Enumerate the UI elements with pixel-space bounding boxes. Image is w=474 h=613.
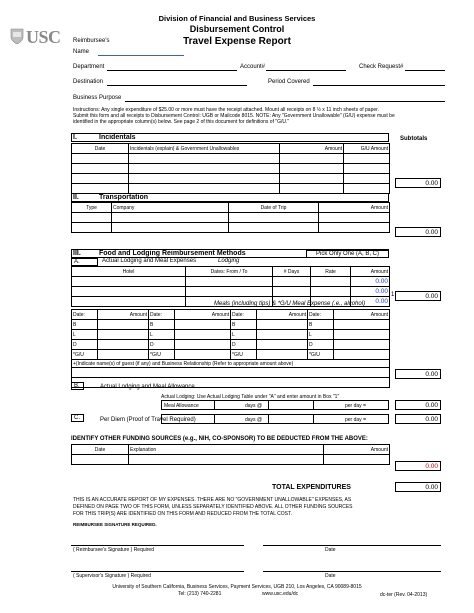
pick-one-box[interactable]: Pick Only One (A, B, C) (306, 250, 389, 258)
table-row[interactable] (72, 330, 390, 340)
table-row[interactable] (72, 340, 390, 350)
meal-l: L (308, 330, 334, 340)
total-value[interactable]: 0.00 (395, 482, 441, 492)
reimbursee-signature-line[interactable] (71, 545, 244, 546)
period-label: Period Covered (268, 79, 310, 85)
meals-amount-1: Amount (98, 310, 149, 320)
col-amount: Amount (351, 267, 390, 277)
meal-gu: *G/U (72, 350, 98, 360)
usc-logo-text: USC (26, 27, 61, 47)
per-diem-divider (313, 414, 314, 424)
instructions-line-3: identified in the appropriate column(s) below. See page 2 of this document for definitions of "G/U." (73, 119, 290, 125)
table-row[interactable] (72, 287, 390, 297)
days-at-c: days @ (245, 417, 263, 423)
meal-d: D (308, 340, 334, 350)
check-request-label: Check Request# (359, 64, 404, 70)
meal-allowance-label: Meal Allowance (164, 403, 199, 409)
table-row[interactable] (72, 154, 390, 164)
instructions-line-2: Submit this form and all receipts to Disbursement Control: UGB or Mailcode 8015. NOTE: Any "Government Unallowable" (G/U) expense must be (73, 113, 395, 119)
b-note: Actual Lodging: Use Actual Lodging Table under "A" and enter amount in Box "1" (161, 394, 340, 400)
section-ii-title: Transportation (99, 194, 149, 201)
per-day-b: per day = (345, 403, 366, 409)
lodging-amount-3[interactable]: 0.00 (351, 297, 390, 307)
meal-l: L (72, 330, 98, 340)
name-label: Name (73, 49, 90, 55)
supervisor-date-label: Date (325, 573, 336, 579)
certification-line-2: DEFINED ON PAGE TWO OF THIS FORM, UNLESS SEPARATELY IDENTIFIED ABOVE. ALL OTHER FUNDING SOURCES (73, 504, 353, 510)
meal-l: L (149, 330, 175, 340)
footer-address: University of Southern California, Business Services, Payment Services, UGB 210, Los Angeles, CA 90089-8015 (112, 584, 362, 590)
period-field[interactable] (313, 85, 445, 86)
meals-amount-4: Amount (334, 310, 390, 320)
table-row[interactable] (72, 184, 390, 194)
funding-subtotal[interactable]: 0.00 (395, 461, 441, 471)
table-row[interactable] (72, 350, 390, 360)
meals-amount-3: Amount (257, 310, 308, 320)
meal-l: L (231, 330, 257, 340)
account-label: Account# (240, 64, 266, 70)
days-at-b: days @ (245, 403, 263, 409)
col-company: Company (112, 203, 229, 213)
meals-subtotal[interactable]: 0.00 (395, 369, 441, 379)
org-name: Division of Financial and Business Services (158, 14, 316, 23)
table-row[interactable] (72, 277, 390, 287)
table-row[interactable] (72, 213, 390, 223)
meal-gu: *G/U (308, 350, 334, 360)
section-i-number: I. (71, 133, 389, 142)
department-label: Department (73, 64, 105, 70)
meal-gu: *G/U (231, 350, 257, 360)
col-type: Type (72, 203, 112, 213)
section-iii-title: Food and Lodging Reimbursement Methods (99, 250, 246, 257)
transportation-table (71, 202, 390, 233)
reimbursee-date-line[interactable] (263, 545, 441, 546)
section-i-title: Incidentals (99, 134, 136, 141)
table-row[interactable] (72, 223, 390, 233)
a-label: A. (71, 258, 98, 266)
col-dates: Dates: From / To (186, 267, 273, 277)
meal-b: B (149, 320, 175, 330)
c-label: C. (71, 414, 84, 422)
meal-b: B (72, 320, 98, 330)
account-field[interactable] (266, 70, 346, 71)
table-row[interactable] (72, 368, 390, 378)
col-date: Date (72, 144, 129, 154)
meals-date-3: Date: (231, 310, 257, 320)
page-title: Travel Expense Report (183, 36, 291, 47)
per-diem-divider (214, 414, 215, 424)
lodging-label: Lodging (218, 258, 240, 264)
transportation-subtotal[interactable]: 0.00 (395, 227, 441, 237)
supervisor-date-line[interactable] (263, 571, 441, 572)
purpose-label: Business Purpose (73, 95, 122, 101)
col-incidentals: Incidentals (explain) & Government Unallowables (129, 144, 280, 154)
b-subtotal[interactable]: 0.00 (395, 400, 441, 410)
col-amount: Amount (319, 203, 390, 213)
certification-line-1: THIS IS AN ACCURATE REPORT OF MY EXPENSES. THERE ARE NO "GOVERNMENT UNALLOWABLE" EXPENSES, AS (73, 497, 352, 503)
funding-table (71, 444, 390, 465)
reimbursee-date-label: Date (325, 547, 336, 553)
section-ii-number: II. (71, 193, 389, 202)
table-row[interactable] (72, 320, 390, 330)
meal-b: B (231, 320, 257, 330)
instructions-line-1: Instructions: Any single expenditure of $25.00 or more must have the receipt attached. Mount all receipts on 8 ½ x 11 inch sheets of paper. (73, 107, 379, 113)
section-iii-number: III. (71, 249, 389, 258)
table-row[interactable] (72, 455, 390, 465)
destination-label: Destination (73, 79, 104, 85)
col-gu-amount: G/U Amount (344, 144, 390, 154)
col-date: Date (72, 445, 129, 455)
b-label: B. (71, 382, 84, 390)
meals-caption: Meals (including tips) & *G/U Meal Expense (.e., alcohol) (214, 301, 366, 307)
table-row[interactable] (72, 164, 390, 174)
meal-gu: *G/U (149, 350, 175, 360)
funding-title: IDENTIFY OTHER FUNDING SOURCES (e.g., NIH, CO-SPONSOR) TO BE DEDUCTED FROM THE ABOVE: (71, 436, 368, 442)
meals-date-2: Date: (149, 310, 175, 320)
meals-date-4: Date: (308, 310, 334, 320)
col-amount: Amount (280, 144, 344, 154)
per-diem-divider (268, 414, 269, 424)
col-amount: Amount (324, 445, 390, 455)
lodging-subtotal[interactable]: 0.00 (395, 291, 441, 301)
lodging-amount-1[interactable]: 0.00 (351, 277, 390, 287)
check-request-field[interactable] (405, 70, 445, 71)
dept-name: Disbursement Control (189, 24, 285, 34)
reimbursee-label: Reimbursee's (73, 38, 110, 44)
supervisor-signature-line[interactable] (71, 571, 244, 572)
table-row[interactable] (72, 174, 390, 184)
c-subtotal[interactable]: 0.00 (395, 414, 441, 424)
total-label: TOTAL EXPENDITURES (272, 484, 351, 491)
meal-allowance-divider (214, 400, 215, 410)
col-days: # Days (273, 267, 311, 277)
col-rate: Rate (311, 267, 351, 277)
destination-field[interactable] (107, 85, 247, 86)
per-day-c: per day = (345, 417, 366, 423)
a-title: Actual Lodging and Meal Expenses (102, 258, 197, 264)
purpose-field[interactable] (125, 101, 445, 102)
meal-d: D (149, 340, 175, 350)
box-1-marker: 1 (391, 292, 395, 298)
meals-table (71, 309, 390, 388)
lodging-amount-2[interactable]: 0.00 (351, 287, 390, 297)
meal-d: D (231, 340, 257, 350)
col-hotel: Hotel (72, 267, 186, 277)
incidentals-table (71, 143, 390, 194)
footer-phone: Tel: (213) 740-2281 (178, 591, 222, 597)
meal-d: D (72, 340, 98, 350)
col-explanation: Explanation (129, 445, 324, 455)
incidentals-subtotal[interactable]: 0.00 (395, 178, 441, 188)
signature-required: REIMBURSEE SIGNATURE REQUIRED. (73, 522, 157, 527)
reimbursee-signature-label: ( Reimbursee's Signature ) Required (73, 547, 154, 553)
c-title: Per Diem (Proof of Travel Required) (100, 417, 196, 423)
b-title: Actual Lodging and Meal Allowance (100, 384, 195, 390)
department-field[interactable] (107, 70, 237, 71)
name-field[interactable] (98, 55, 184, 56)
meal-allowance-divider (268, 400, 269, 410)
subtotals-label: Subtotals (400, 136, 428, 142)
footer-website[interactable]: www.usc.edu/dc (262, 591, 299, 597)
meal-b: B (308, 320, 334, 330)
col-date-of-trip: Date of Trip (229, 203, 319, 213)
meals-amount-2: Amount (175, 310, 231, 320)
guest-note: +(Indicate name(s) of guest (if any) and Business Relationship (Refer to appropriate amount above) (72, 360, 390, 368)
footer-revision: dc-ter (Rev. 04-2013) (380, 592, 428, 598)
meals-date-1: Date: (72, 310, 98, 320)
meal-allowance-divider (313, 400, 314, 410)
certification-line-3: FOR THIS TRIP(S) ARE IDENTIFIED ON THIS FORM AND REDUCED FROM THE TOTAL COST. (73, 511, 292, 517)
supervisor-signature-label: ( Supervisor's Signature ) Required (73, 573, 151, 579)
